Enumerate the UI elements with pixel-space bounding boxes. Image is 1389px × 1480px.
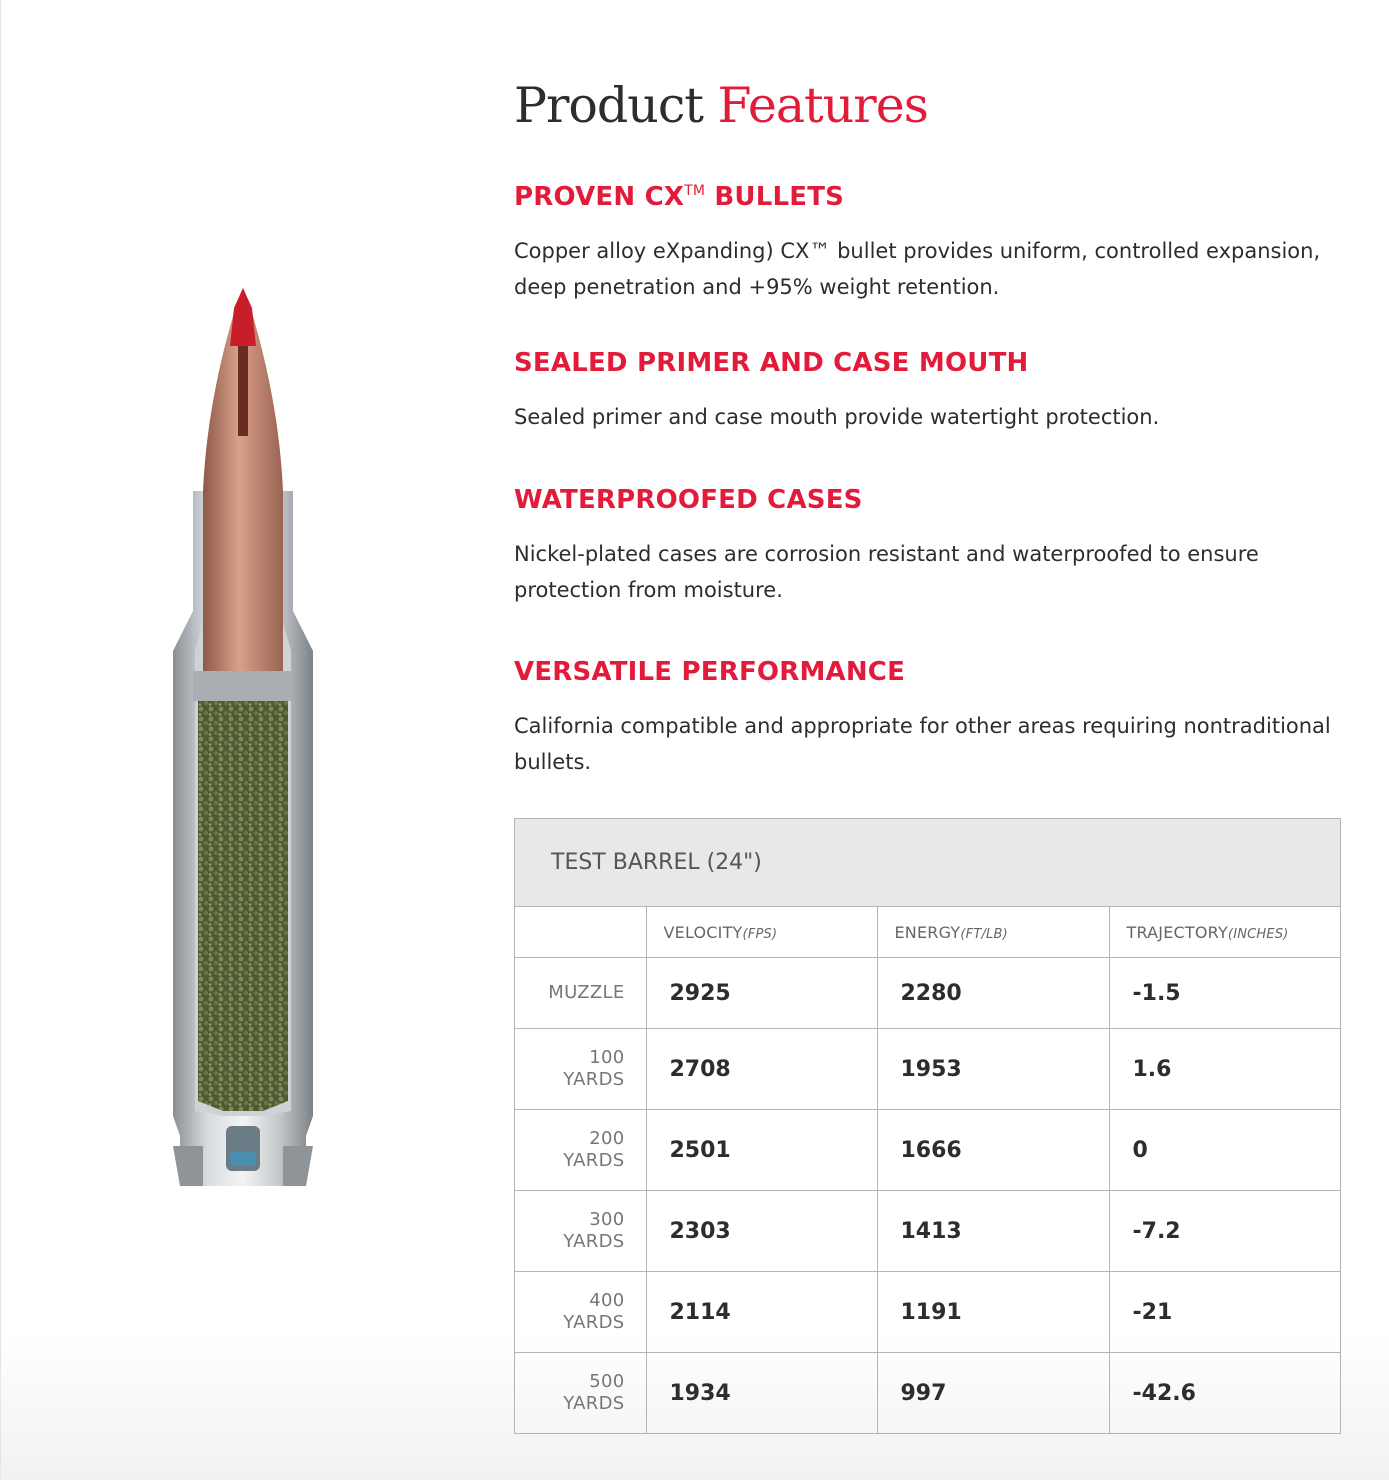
velocity-cell: 2114 [646, 1272, 877, 1353]
trajectory-cell: -42.6 [1132, 1380, 1196, 1406]
row-label [515, 1353, 646, 1434]
feature-heading-tail: BULLETS [705, 182, 845, 212]
page-title [514, 76, 1344, 136]
trajectory-cell: -1.5 [1109, 958, 1340, 1029]
energy-cell: 1191 [877, 1272, 1109, 1353]
feature-heading-text: PROVEN CX [514, 182, 685, 212]
product-features-section [514, 76, 1344, 774]
velocity-cell: 2925 [646, 958, 877, 1029]
velocity-cell: 2501 [646, 1110, 877, 1191]
title-part-1: Product [514, 77, 703, 134]
table-row [515, 1110, 1340, 1191]
row-label: MUZZLE [515, 958, 646, 1029]
velocity-cell: 2303 [646, 1191, 877, 1272]
row-label [515, 1272, 646, 1353]
trajectory-cell: 1.6 [1109, 1029, 1340, 1110]
header-label: VELOCITY [663, 922, 743, 942]
feature-proven-cx-bullets [514, 174, 1344, 305]
velocity-cell: 2708 [646, 1029, 877, 1110]
feature-sealed-primer [514, 346, 1159, 435]
header-unit: (INCHES) [1227, 926, 1289, 942]
row-label-distance: 500 [589, 1371, 625, 1392]
title-part-2: Features [717, 77, 928, 134]
row-label [515, 1191, 646, 1272]
row-label-unit: YARDS [563, 1231, 625, 1252]
trajectory-cell: 0 [1109, 1110, 1340, 1191]
table-row [515, 1191, 1340, 1272]
header-velocity [646, 907, 877, 958]
feature-description: Nickel-plated cases are corrosion resistant and waterproofed to ensure protection from moisture. [514, 542, 1259, 602]
header-unit: (FT/LB) [960, 926, 1008, 942]
table-row [515, 1272, 1340, 1353]
row-label-unit: YARDS [563, 1150, 625, 1171]
feature-description: California compatible and appropriate for other areas requiring nontraditional bullets. [514, 714, 1331, 774]
energy-cell: 1666 [877, 1110, 1109, 1191]
energy-cell: 997 [877, 1353, 1109, 1434]
row-label [515, 1110, 646, 1191]
feature-description: Sealed primer and case mouth provide watertight protection. [514, 405, 1160, 429]
page-left-border [0, 0, 1, 1480]
header-energy [877, 907, 1109, 958]
row-label-unit: YARDS [563, 1312, 625, 1333]
feature-versatile-performance [514, 655, 1344, 780]
row-label-distance: 200 [589, 1128, 625, 1149]
energy-cell: 1953 [877, 1029, 1109, 1110]
feature-heading [514, 174, 1344, 214]
feature-waterproofed-cases [514, 483, 1344, 608]
ballistics-data-table [515, 907, 1340, 1433]
header-label: ENERGY [894, 922, 961, 942]
trajectory-cell: -7.2 [1109, 1191, 1340, 1272]
velocity-cell: 1934 [646, 1353, 877, 1434]
trademark-mark: TM [684, 183, 706, 199]
row-label-distance: 100 [589, 1047, 625, 1068]
row-label-unit: YARDS [563, 1393, 625, 1414]
feature-heading: WATERPROOFED CASES [514, 485, 863, 515]
table-caption: TEST BARREL (24") [515, 819, 1340, 907]
row-label-distance: 400 [589, 1290, 625, 1311]
table-row [515, 1029, 1340, 1110]
header-unit: (FPS) [742, 926, 778, 942]
row-label-distance: 300 [589, 1209, 625, 1230]
row-label [515, 1029, 646, 1110]
energy-cell: 1413 [877, 1191, 1109, 1272]
table-row [515, 1353, 1340, 1434]
header-label: TRAJECTORY [1126, 922, 1228, 942]
row-label-unit: YARDS [563, 1069, 625, 1090]
table-header-row [515, 907, 1340, 958]
energy-cell: 2280 [877, 958, 1109, 1029]
table-row [515, 958, 1340, 1029]
header-empty-cell [515, 907, 646, 958]
cartridge-cutaway-image [168, 286, 318, 1196]
feature-heading: VERSATILE PERFORMANCE [514, 657, 906, 687]
trajectory-cell: -21 [1109, 1272, 1340, 1353]
ballistics-table [514, 818, 1341, 1434]
header-trajectory [1109, 907, 1340, 958]
feature-heading: SEALED PRIMER AND CASE MOUTH [514, 348, 1029, 378]
feature-description: Copper alloy eXpanding) CX™ bullet provides uniform, controlled expansion, deep penetration and +95% weight retention. [514, 239, 1321, 299]
